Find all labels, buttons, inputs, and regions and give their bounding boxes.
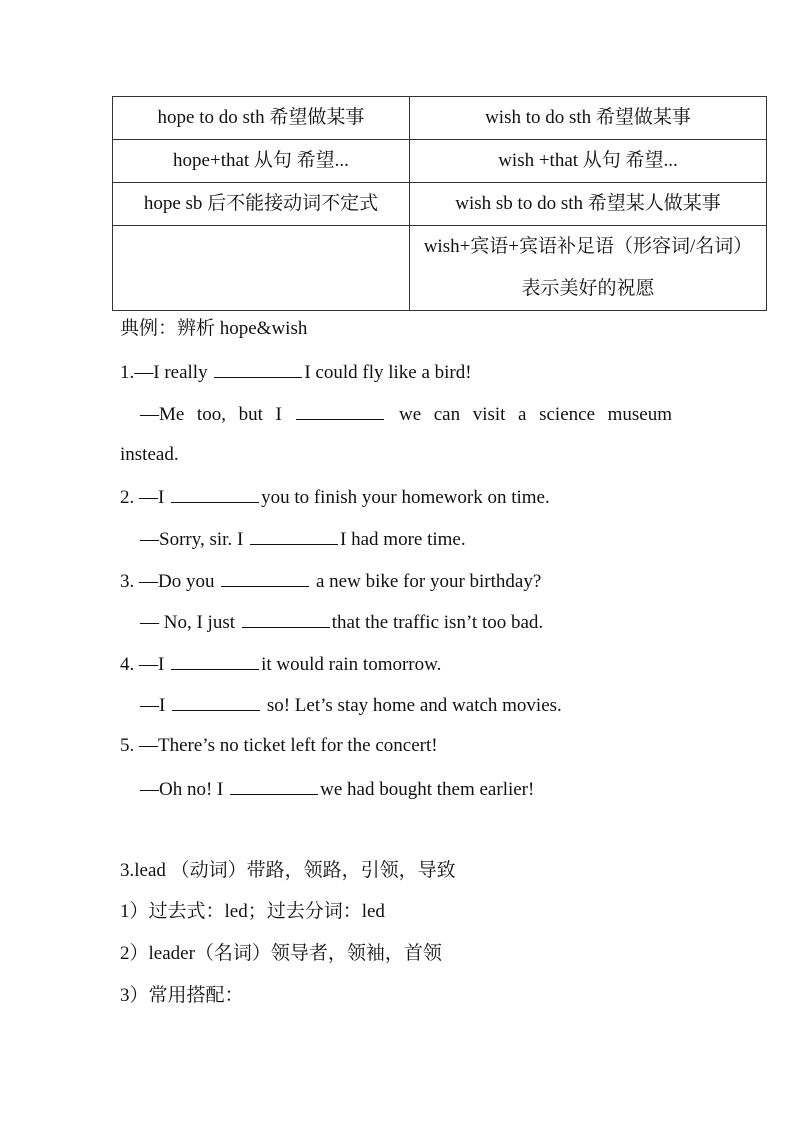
- table-cell: wish sb to do sth 希望某人做某事: [410, 183, 767, 226]
- question-1-line-b-cont: instead.: [120, 444, 179, 465]
- text: a new bike for your birthday?: [311, 571, 542, 592]
- table-cell: wish+宾语+宾语补足语（形容词/名词） 表示美好的祝愿: [410, 226, 767, 311]
- text: so! Let’s stay home and watch movies.: [262, 695, 562, 716]
- text: 3. —Do you: [120, 571, 220, 592]
- example-heading: 典例：辨析 hope&wish: [120, 318, 308, 339]
- text: it would rain tomorrow.: [261, 654, 442, 675]
- text: — No, I just: [140, 612, 240, 633]
- answer-blank[interactable]: [214, 359, 302, 378]
- text: I could fly like a bird!: [304, 362, 472, 383]
- question-3-line-b: [140, 609, 543, 635]
- text: 2. —I: [120, 487, 170, 508]
- answer-blank[interactable]: [250, 526, 338, 545]
- answer-blank[interactable]: [296, 401, 384, 420]
- text: 4. —I: [120, 654, 170, 675]
- table-row: [113, 140, 767, 183]
- text: —Me too, but I: [140, 404, 295, 425]
- question-1-line-b: [140, 401, 672, 426]
- table-row: [113, 226, 767, 311]
- answer-blank[interactable]: [171, 651, 259, 670]
- question-5-line-b: [140, 776, 534, 802]
- question-3-line-a: [120, 568, 541, 594]
- answer-blank[interactable]: [171, 484, 259, 503]
- table-row: [113, 183, 767, 226]
- answer-blank[interactable]: [221, 568, 309, 587]
- table-cell: hope to do sth 希望做某事: [113, 97, 410, 140]
- table-cell: wish +that 从句 希望...: [410, 140, 767, 183]
- lead-item-2: 2）leader（名词）领导者，领袖，首领: [120, 943, 442, 964]
- table-cell: hope+that 从句 希望...: [113, 140, 410, 183]
- table-cell: wish to do sth 希望做某事: [410, 97, 767, 140]
- lead-item-3: 3）常用搭配：: [120, 985, 244, 1006]
- question-2-line-a: [120, 484, 550, 510]
- table-cell: [113, 226, 410, 311]
- question-4-line-b: [140, 692, 562, 718]
- question-2-line-b: [140, 526, 466, 552]
- text: we had bought them earlier!: [320, 779, 535, 800]
- lead-heading: 3.lead （动词）带路，领路，引领，导致: [120, 860, 456, 881]
- table-cell: hope sb 后不能接动词不定式: [113, 183, 410, 226]
- answer-blank[interactable]: [242, 609, 330, 628]
- hope-wish-comparison-table: [112, 96, 767, 311]
- text: you to finish your homework on time.: [261, 487, 550, 508]
- answer-blank[interactable]: [172, 692, 260, 711]
- lead-item-1: 1）过去式：led；过去分词：led: [120, 901, 385, 922]
- text: that the traffic isn’t too bad.: [331, 612, 544, 633]
- question-5-line-a: 5. —There’s no ticket left for the concert!: [120, 735, 438, 756]
- text: we can visit a science museum: [386, 404, 672, 425]
- question-1-line-a: [120, 359, 472, 385]
- text: 1.—I really: [120, 362, 213, 383]
- answer-blank[interactable]: [230, 776, 318, 795]
- text: —Sorry, sir. I: [140, 529, 249, 550]
- question-4-line-a: [120, 651, 441, 677]
- text: —Oh no! I: [140, 779, 229, 800]
- text: I had more time.: [340, 529, 466, 550]
- text: —I: [140, 695, 171, 716]
- table-row: [113, 97, 767, 140]
